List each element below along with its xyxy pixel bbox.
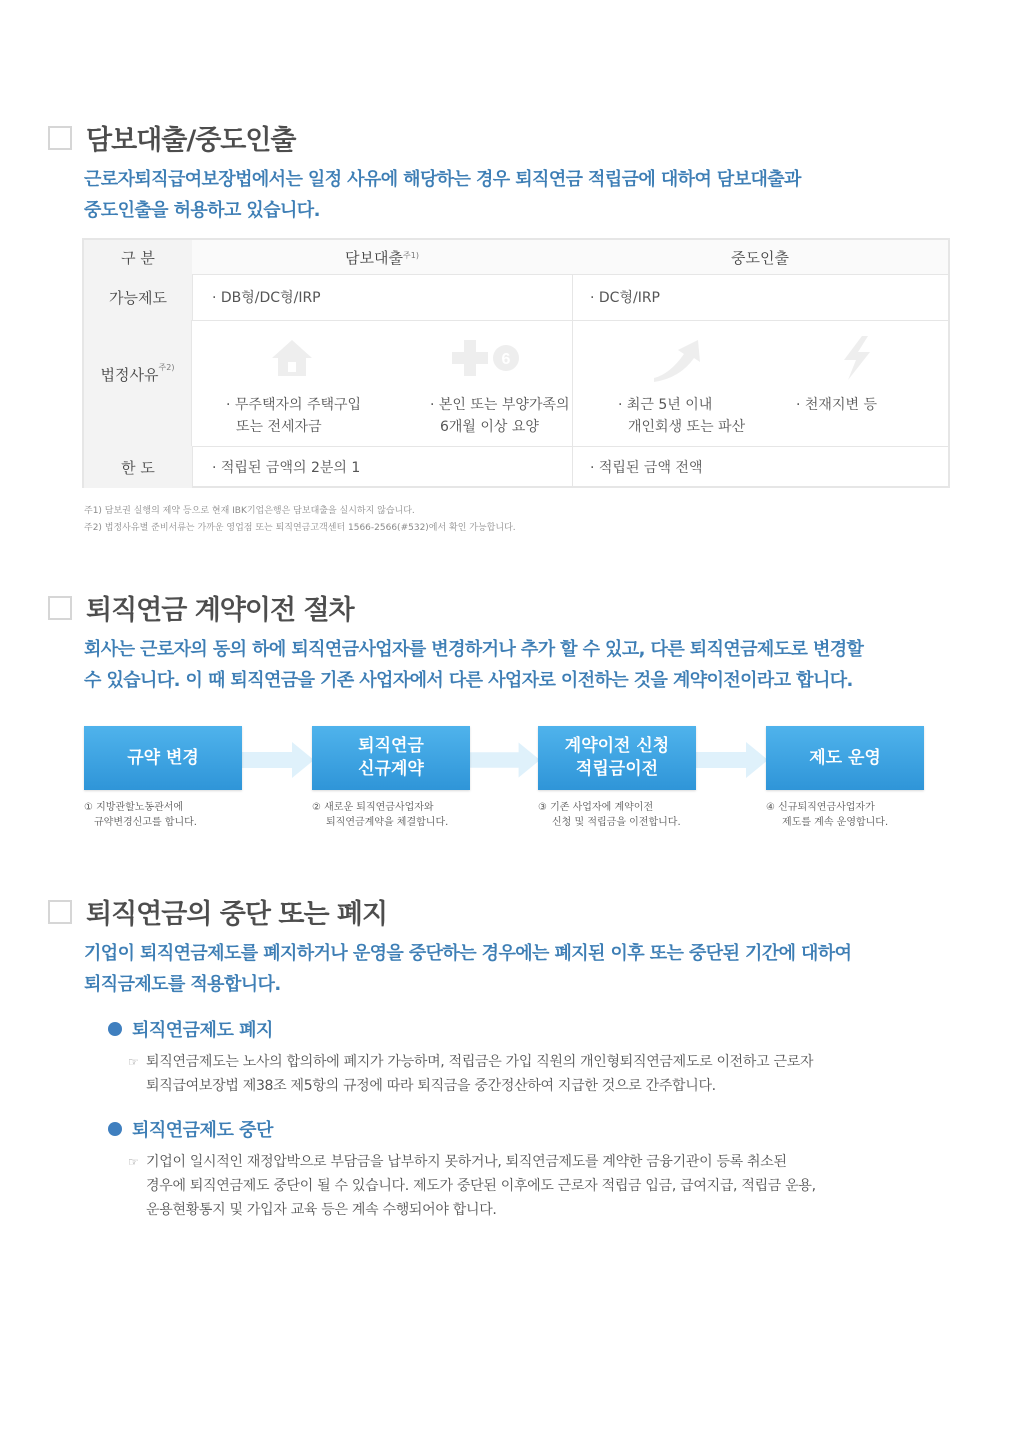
- section-title-text: 담보대출/중도인출: [86, 125, 296, 156]
- arrow-right-icon: [468, 740, 540, 780]
- step-desc-1: ① 지방관할노동관서에 규약변경신고를 합니다.: [84, 802, 197, 828]
- cell-limit-loan: · 적립된 금액의 2분의 1: [212, 460, 361, 476]
- bullet-dot-icon: [108, 1122, 122, 1136]
- step-transfer-request: 계약이전 신청 적립금이전: [538, 726, 696, 790]
- checkbox-square-icon: [48, 126, 72, 150]
- table-row-limit: [84, 446, 948, 488]
- checkbox-square-icon: [48, 596, 72, 620]
- cell-limit-withdraw: · 적립된 금액 전액: [590, 460, 703, 476]
- step-rule-change: 규약 변경: [84, 726, 242, 790]
- row-label-plan: 가능제도: [84, 274, 193, 320]
- bullet-dot-icon: [108, 1022, 122, 1036]
- footnote-1: 주1) 담보권 실행의 제약 등으로 현재 IBK기업은행은 담보대출을 실시하지 않습니다.: [84, 506, 415, 516]
- table-header-row: [84, 240, 948, 275]
- pointing-hand-icon: ☞: [128, 1055, 139, 1069]
- cell-plan-withdraw: · DC형/IRP: [590, 290, 660, 306]
- section-title-text: 퇴직연금의 중단 또는 폐지: [86, 899, 388, 930]
- curved-arrow-icon: [650, 334, 714, 382]
- subsection-suspension-text: ☞ 기업이 일시적인 재정압박으로 부담금을 납부하지 못하거나, 퇴직연금제도를 계약한 금융기관이 등록 취소된 경우에 퇴직연금제도 중단이 될 수 있습니다. 제도가 중단된 이후에도 근로자 적립금 입금, 급여지급, 적립금 운용, 운용현황통지 및 가입자 교육 등은 계속 수행되어야 합니다.: [128, 1150, 888, 1222]
- lightning-icon: [832, 334, 880, 382]
- reason-bankruptcy: · 최근 5년 이내 개인회생 또는 파산: [618, 397, 746, 435]
- section-title-loan-withdrawal: [48, 118, 296, 157]
- section-title-suspension-abolition: [48, 892, 387, 931]
- reason-disaster: · 천재지변 등: [796, 397, 877, 413]
- table-header-loan: 담보대출 $^{주1)}$: [192, 240, 572, 274]
- reason-housing: · 무주택자의 주택구입 또는 전세자금: [226, 397, 362, 435]
- checkbox-square-icon: [48, 900, 72, 924]
- footnote-2: 주2) 법정사유별 준비서류는 가까운 영업점 또는 퇴직연금고객센터 1566-2566(#532)에서 확인 가능합니다.: [84, 523, 516, 533]
- table-row-plan: [84, 274, 948, 321]
- arrow-right-icon: [240, 740, 314, 780]
- medical-cross-icon: [450, 334, 522, 382]
- step-plan-operation: 제도 운영: [766, 726, 924, 790]
- step-new-contract: 퇴직연금 신규계약: [312, 726, 470, 790]
- house-icon: [268, 334, 316, 382]
- loan-withdrawal-table: [82, 238, 950, 488]
- step-desc-3: ③ 기존 사업자에 계약이전 신청 및 적립금을 이전합니다.: [538, 802, 681, 828]
- table-header-category: 구 분: [84, 240, 193, 274]
- subsection-suspension-title: 퇴직연금제도 중단: [108, 1116, 273, 1142]
- section-lead: 기업이 퇴직연금제도를 폐지하거나 운영을 중단하는 경우에는 폐지된 이후 또는 중단된 기간에 대하여 퇴직금제도를 적용합니다.: [84, 943, 852, 995]
- step-desc-2: ② 새로운 퇴직연금사업자와 퇴직연금계약을 체결합니다.: [312, 802, 449, 828]
- row-label-limit: 한 도: [84, 446, 193, 488]
- section-lead: 회사는 근로자의 동의 하에 퇴직연금사업자를 변경하거나 추가 할 수 있고, 다른 퇴직연금제도로 변경할 수 있습니다. 이 때 퇴직연금을 기존 사업자에서 다른 사업자로 이전하는 것을 계약이전이라고 합니다.: [84, 639, 864, 691]
- table-row-reason: [84, 320, 948, 447]
- row-label-reason: 법정사유 $^{주2)}$: [84, 320, 192, 446]
- arrow-right-icon: [694, 740, 768, 780]
- section-lead: 근로자퇴직급여보장법에서는 일정 사유에 해당하는 경우 퇴직연금 적립금에 대하여 담보대출과 중도인출을 허용하고 있습니다.: [84, 169, 801, 221]
- subsection-abolition-title: 퇴직연금제도 폐지: [108, 1016, 273, 1042]
- table-header-withdraw: 중도인출: [572, 240, 948, 274]
- reason-medical: · 본인 또는 부양가족의 6개월 이상 요양: [430, 397, 570, 435]
- pointing-hand-icon: ☞: [128, 1155, 139, 1169]
- section-title-contract-transfer: [48, 588, 354, 627]
- table-footnotes: [84, 503, 516, 537]
- cell-plan-loan: · DB형/DC형/IRP: [212, 290, 321, 306]
- svg-text:6: 6: [501, 351, 511, 368]
- subsection-abolition-text: ☞ 퇴직연금제도는 노사의 합의하에 폐지가 가능하며, 적립금은 가입 직원의 개인형퇴직연금제도로 이전하고 근로자 퇴직급여보장법 제38조 제5항의 규정에 따라 퇴직금을 중간정산하여 지급한 것으로 간주합니다.: [128, 1050, 888, 1098]
- step-desc-4: ④ 신규퇴직연금사업자가 제도를 계속 운영합니다.: [766, 802, 889, 828]
- section-title-text: 퇴직연금 계약이전 절차: [86, 595, 354, 626]
